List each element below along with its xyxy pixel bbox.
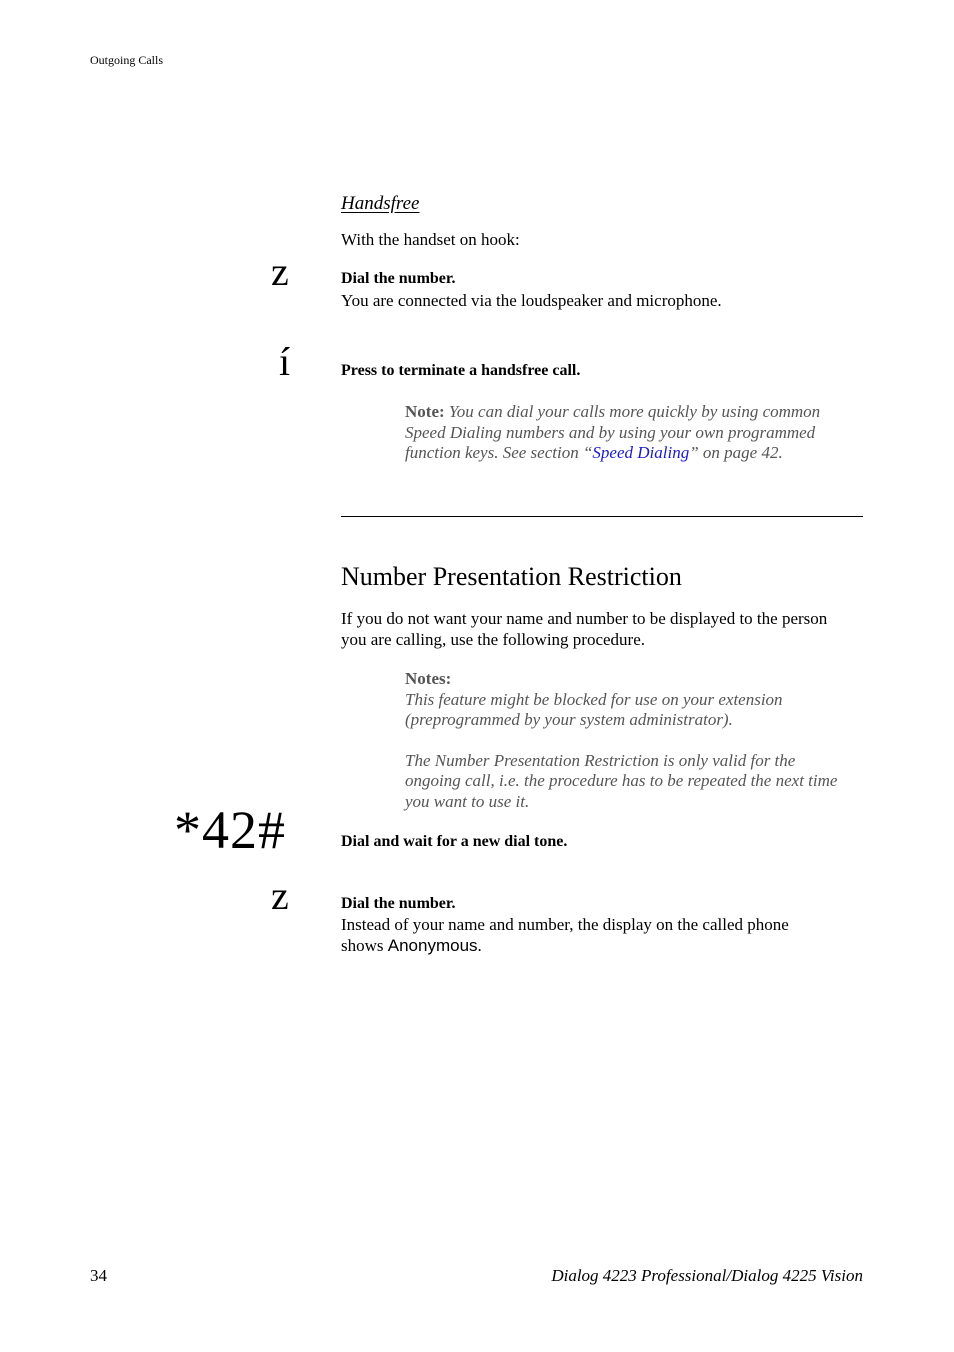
notes-label: Notes: <box>405 669 452 688</box>
npr-notes <box>405 669 865 812</box>
section-heading: Number Presentation Restriction <box>341 562 682 591</box>
npr-code-instruction: Dial and wait for a new dial tone. <box>341 833 568 850</box>
notes-p1-line-1: This feature might be blocked for use on your extension <box>405 689 783 709</box>
handsfree-note <box>405 402 865 464</box>
handsfree-subheading: Handsfree <box>341 193 420 214</box>
npr-step-text <box>341 914 871 956</box>
note-line-3-pre: function keys. See section “ <box>405 443 593 462</box>
footer-product-title: Dialog 4223 Professional/Dialog 4225 Vision <box>551 1266 863 1285</box>
anonymous-display-text: Anonymous <box>387 936 478 955</box>
handsfree-step2-instruction: Press to terminate a handsfree call. <box>341 362 581 379</box>
npr-intro-line-2: you are calling, use the following procedure. <box>341 630 646 649</box>
note-label: Note: <box>405 402 445 421</box>
note-line-2: Speed Dialing numbers and by using your own programmed <box>405 422 816 442</box>
npr-intro-line-1: If you do not want your name and number to be displayed to the person <box>341 609 828 628</box>
npr-step-line-1: Instead of your name and number, the display on the called phone <box>341 915 789 934</box>
npr-step-line-2-post: . <box>477 936 482 955</box>
npr-step-line-2-pre: shows <box>341 936 388 955</box>
note-line-3-post: ” on page 42. <box>689 443 783 462</box>
running-header: Outgoing Calls <box>90 53 164 67</box>
speaker-key-icon: í <box>279 339 291 384</box>
code-star-42-hash: *42# <box>174 800 286 860</box>
handsfree-step1-instruction: Dial the number. <box>341 270 456 287</box>
notes-p2-line-1: The Number Presentation Restriction is only valid for the <box>405 750 796 770</box>
npr-intro <box>341 608 871 650</box>
note-line-1: You can dial your calls more quickly by using common <box>448 402 821 421</box>
speed-dialing-link[interactable]: Speed Dialing <box>592 443 690 462</box>
notes-p1-line-2: (preprogrammed by your system administrator). <box>405 710 733 729</box>
dial-number-key-icon: z <box>271 249 289 294</box>
handsfree-step1-text: You are connected via the loudspeaker and microphone. <box>341 291 722 310</box>
handsfree-intro: With the handset on hook: <box>341 230 520 249</box>
dial-number-key-icon-2: z <box>271 873 289 918</box>
notes-p2-line-2: ongoing call, i.e. the procedure has to be repeated the next time <box>405 771 838 790</box>
page-number: 34 <box>90 1266 107 1285</box>
notes-p2-line-3: you want to use it. <box>405 791 530 811</box>
section-divider <box>341 516 863 517</box>
npr-step-instruction: Dial the number. <box>341 895 456 912</box>
